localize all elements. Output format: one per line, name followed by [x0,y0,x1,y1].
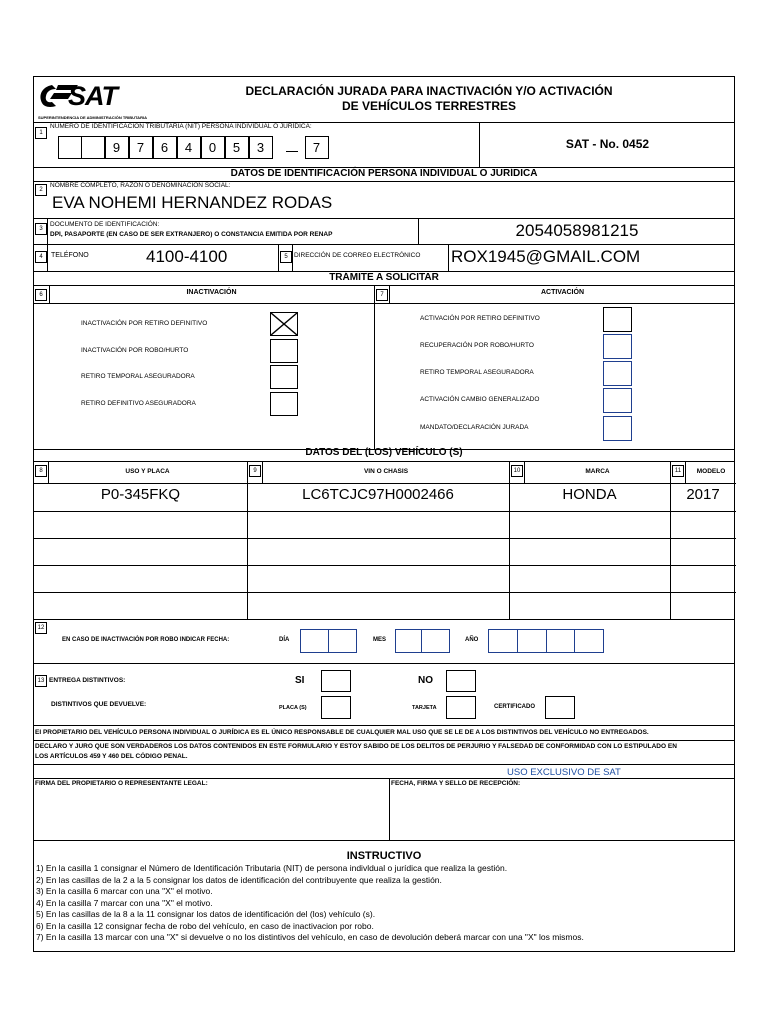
table-row [34,538,736,565]
activacion-option-checkbox[interactable] [603,416,632,441]
field-number-6: 6 [35,289,47,301]
activacion-option-label: ACTIVACIÓN CAMBIO GENERALIZADO [420,396,540,403]
placa-label: PLACA (S) [279,705,307,711]
field-number-2: 2 [35,184,47,196]
table-cell[interactable]: HONDA [562,486,617,503]
section-vehicles-title: DATOS DEL (LOS) VEHÍCULO (S) [305,447,463,458]
inactivacion-option-label: RETIRO DEFINITIVO ASEGURADORA [81,400,196,407]
field-number-13: 13 [35,675,47,687]
placa-checkbox[interactable] [321,696,351,719]
nit-digit-box[interactable]: 5 [225,136,249,159]
section-tramite-title: TRÁMITE A SOLICITAR [329,272,439,283]
instruction-item: 6) En la casilla 12 consignar fecha de robo del vehículo, en caso de inactivacion por robo. [36,920,374,931]
responsibility-text: EI PROPIETARIO DEL VEHÍCULO PERSONA INDIVIDUAL O JURÍDICA ES EL ÚNICO RESPONSABLE DE CUALQUIER MAL USO QUE SE LE DE A LOS DISTINTIVOS DEL VEHÍCULO NO ENTREGADOS. [35,729,649,736]
doc-sublabel: DPI, PASAPORTE (EN CASO DE SER EXTRANJERO) O CONSTANCIA EMITIDA POR RENAP [50,231,333,238]
vehicle-table-header: MARCA [585,468,610,475]
field-number-9: 9 [249,465,261,477]
robo-month-label: MES [373,637,387,643]
field-number-8: 8 [35,465,47,477]
form-title [184,84,674,114]
table-cell[interactable]: 2017 [686,486,720,503]
name-label: NOMBRE COMPLETO, RAZÓN O DENOMINACIÓN SOCIAL: [50,182,231,189]
activacion-option-checkbox[interactable] [603,388,632,413]
robo-month-box-2[interactable] [421,629,450,653]
field-number-11: 11 [672,465,684,477]
nit-digit-box[interactable]: 6 [153,136,177,159]
email-label: DIRECCIÓN DE CORREO ELECTRÓNICO [294,252,421,259]
inactivacion-option-checkbox[interactable] [270,312,298,336]
activacion-option-label: RETIRO TEMPORAL ASEGURADORA [420,369,534,376]
instructions-title: INSTRUCTIVO [346,850,422,862]
table-cell[interactable]: LC6TCJC97H0002466 [302,486,454,503]
recepcion-label: FECHA, FIRMA Y SELLO DE RECEPCIÓN: [391,780,521,787]
activacion-option-checkbox[interactable] [603,334,632,359]
robo-year-label: AÑO [465,637,479,643]
uso-exclusivo-sat: USO EXCLUSIVO DE SAT [507,767,621,778]
phone-label: TELÉFONO [51,252,89,259]
field-number-7: 7 [376,289,388,301]
tarjeta-label: TARJETA [412,705,437,711]
nit-digit-box[interactable]: 4 [177,136,201,159]
activacion-options [374,303,736,449]
inactivacion-option-checkbox[interactable] [270,365,298,389]
vehicle-table-header: VIN O CHASIS [363,468,409,475]
instruction-item: 4) En la casilla 7 marcar con una "X" el motivo. [36,897,213,908]
firma-label: FIRMA DEL PROPIETARIO O REPRESENTANTE LEGAL: [35,780,208,787]
name-value[interactable]: EVA NOHEMI HERNANDEZ RODAS [52,193,333,212]
field-number-10: 10 [511,465,523,477]
vehicle-table [34,461,736,619]
table-row [34,565,736,592]
table-row [34,483,736,511]
robo-year-box-3[interactable] [546,629,575,653]
robo-month-box-1[interactable] [395,629,422,653]
instruction-item: 5) En las casillas de la 8 a la 11 consignar los datos de identificación del (los) vehículo (s). [36,909,376,919]
field-number-5: 5 [280,251,292,263]
si-checkbox[interactable] [321,670,351,692]
inactivacion-option-label: INACTIVACIÓN POR RETIRO DEFINITIVO [81,320,208,327]
logo-text: SAT [68,81,117,111]
robo-year-box-4[interactable] [574,629,604,653]
activacion-option-checkbox[interactable] [603,361,632,386]
field-number-4: 4 [35,251,47,263]
nit-check-digit[interactable]: 7 [305,136,329,159]
form-number: SAT - No. 0452 [565,137,650,151]
nit-label: NÚMERO DE IDENTIFICACIÓN TRIBUTARIA (NIT) PERSONA INDIVIDUAL O JURÍDICA: [50,123,312,130]
inactivacion-options [34,303,374,449]
declaration-line-2: LOS ARTÍCULOS 459 Y 460 DEL CÓDIGO PENAL. [35,753,188,760]
nit-digit-box[interactable] [58,136,82,159]
activacion-option-checkbox[interactable] [603,307,632,332]
instruction-item: 1) En la casilla 1 consignar el Número de Identificación Tributaria (NIT) de persona indivldual o jurídica que realiza la gestión. [36,863,508,873]
instructions-list [34,863,736,953]
title-line-2: DE VEHÍCULOS TERRESTRES [341,99,517,113]
field-number-3: 3 [35,223,47,235]
instruction-item: 3) En la casilla 6 marcar con una "X" el motivo. [36,886,213,896]
robo-day-label: DÍA [279,637,290,643]
nit-digit-box[interactable]: 0 [201,136,225,159]
activacion-option-label: ACTIVACIÓN POR RETIRO DEFINITIVO [420,315,540,322]
logo-subtitle: SUPERINTENDENCIA DE ADMINISTRACIÓN TRIBUTARIA [38,115,147,120]
inactivacion-option-label: INACTIVACIÓN POR ROBO/HURTO [81,347,189,354]
certificado-label: CERTIFICADO [494,704,535,710]
inactivacion-option-checkbox[interactable] [270,392,298,416]
inactivacion-title: INACTIVACIÓN [186,289,237,296]
entrega-distintivos-label: ENTREGA DISTINTIVOS: [49,677,126,684]
robo-day-box-1[interactable] [300,629,329,653]
inactivacion-option-checkbox[interactable] [270,339,298,363]
email-value[interactable]: ROX1945@GMAIL.COM [451,247,641,266]
phone-value[interactable]: 4100-4100 [146,247,228,266]
table-row [34,511,736,538]
checkbox-x-mark [271,313,297,335]
title-line-1: DECLARACIÓN JURADA PARA INACTIVACIÓN Y/O ACTIVACIÓN [245,84,613,98]
robo-day-box-2[interactable] [328,629,357,653]
section-identification-title: DATOS DE IDENTIFICACIÓN PERSONA INDIVIDUAL O JURÍDICA [230,168,538,179]
robo-date-label: EN CASO DE INACTIVACIÓN POR ROBO INDICAR FECHA: [62,637,230,643]
devuelve-label: DISTINTIVOS QUE DEVUELVE: [51,701,147,708]
vehicle-table-header: MODELO [696,468,726,475]
activacion-title: ACTIVACIÓN [540,289,585,296]
doc-value[interactable]: 2054058981215 [515,221,639,240]
robo-year-box-1[interactable] [488,629,518,653]
inactivacion-option-label: RETIRO TEMPORAL ASEGURADORA [81,373,195,380]
table-row [34,592,736,619]
vehicle-table-header: USO Y PLACA [125,468,170,475]
table-cell[interactable]: P0-345FKQ [100,486,181,503]
activacion-option-label: RECUPERACIÓN POR ROBO/HURTO [420,342,534,349]
nit-digit-box[interactable]: 3 [249,136,273,159]
nit-digit-box[interactable]: 7 [129,136,153,159]
certificado-checkbox[interactable] [545,696,575,719]
no-label: NO [418,675,433,686]
no-checkbox[interactable] [446,670,476,692]
robo-year-box-2[interactable] [517,629,547,653]
sat-logo [38,81,150,121]
instruction-item: 7) En la casilla 13 marcar con una "X" si devuelve o no los distintivos del vehículo, en caso de devolución deberá marcar con una "X" los mismos. [36,932,584,942]
instruction-item: 2) En las casillas de la 2 a la 5 consignar los datos de identificación del contribuyente que realiza la gestión. [36,874,442,885]
declaration-form [33,76,735,952]
field-number-12: 12 [35,622,47,634]
activacion-option-label: MANDATO/DECLARACIÓN JURADA [420,424,529,431]
declaration-line-1: DECLARO Y JURO QUE SON VERDADEROS LOS DATOS CONTENIDOS EN ESTE FORMULARIO Y ESTOY SABIDO DE LOS DELITOS DE PERJURIO Y FALSEDAD DE CONFORMIDAD CON LO ESTIPULADO EN [35,743,677,750]
nit-digit-box[interactable] [81,136,105,159]
nit-dash [286,151,298,152]
si-label: SI [295,675,305,686]
nit-digit-box[interactable]: 9 [105,136,129,159]
field-number-1: 1 [35,127,47,139]
tarjeta-checkbox[interactable] [446,696,476,719]
doc-label: DOCUMENTO DE IDENTIFICACIÓN: [50,221,160,228]
